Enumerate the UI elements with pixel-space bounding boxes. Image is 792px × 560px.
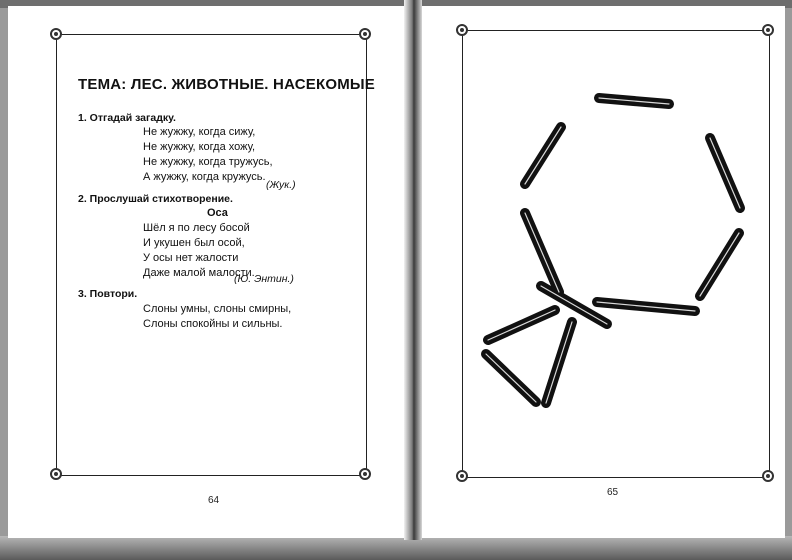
poem-line: Даже малой малости. — [143, 267, 255, 279]
poem-line: Шёл я по лесу босой — [143, 222, 250, 234]
page-title: ТЕМА: ЛЕС. ЖИВОТНЫЕ. НАСЕКОМЫЕ — [78, 76, 375, 93]
frame-corner-ornament-icon — [50, 28, 62, 40]
riddle-line: Не жужжу, когда хожу, — [143, 141, 256, 153]
poem-author: (Ю. Энтин.) — [234, 273, 294, 285]
section-heading: 1. Отгадай загадку. — [78, 112, 176, 124]
riddle-line: Не жужжу, когда сижу, — [143, 126, 256, 138]
frame-corner-ornament-icon — [359, 28, 371, 40]
frame-corner-ornament-icon — [359, 468, 371, 480]
frame-corner-ornament-icon — [50, 468, 62, 480]
riddle-line: А жужжу, когда кружусь. — [143, 171, 266, 183]
section-heading: 3. Повтори. — [78, 288, 138, 300]
page-number-left: 64 — [208, 495, 220, 506]
poem-title: Оса — [207, 207, 228, 219]
page-number-right: 65 — [607, 487, 619, 498]
tongue-twister-line: Слоны умны, слоны смирны, — [143, 303, 292, 315]
matchstick-puzzle — [462, 30, 768, 476]
section-heading: 2. Прослушай стихотворение. — [78, 193, 233, 205]
riddle-line: Не жужжу, когда тружусь, — [143, 156, 273, 168]
book-gutter — [404, 0, 422, 540]
scan-edge-bottom — [0, 536, 792, 560]
tongue-twister-line: Слоны спокойны и сильны. — [143, 318, 283, 330]
riddle-answer: (Жук.) — [266, 179, 296, 191]
poem-line: И укушен был осой, — [143, 237, 245, 249]
poem-line: У осы нет жалости — [143, 252, 239, 264]
